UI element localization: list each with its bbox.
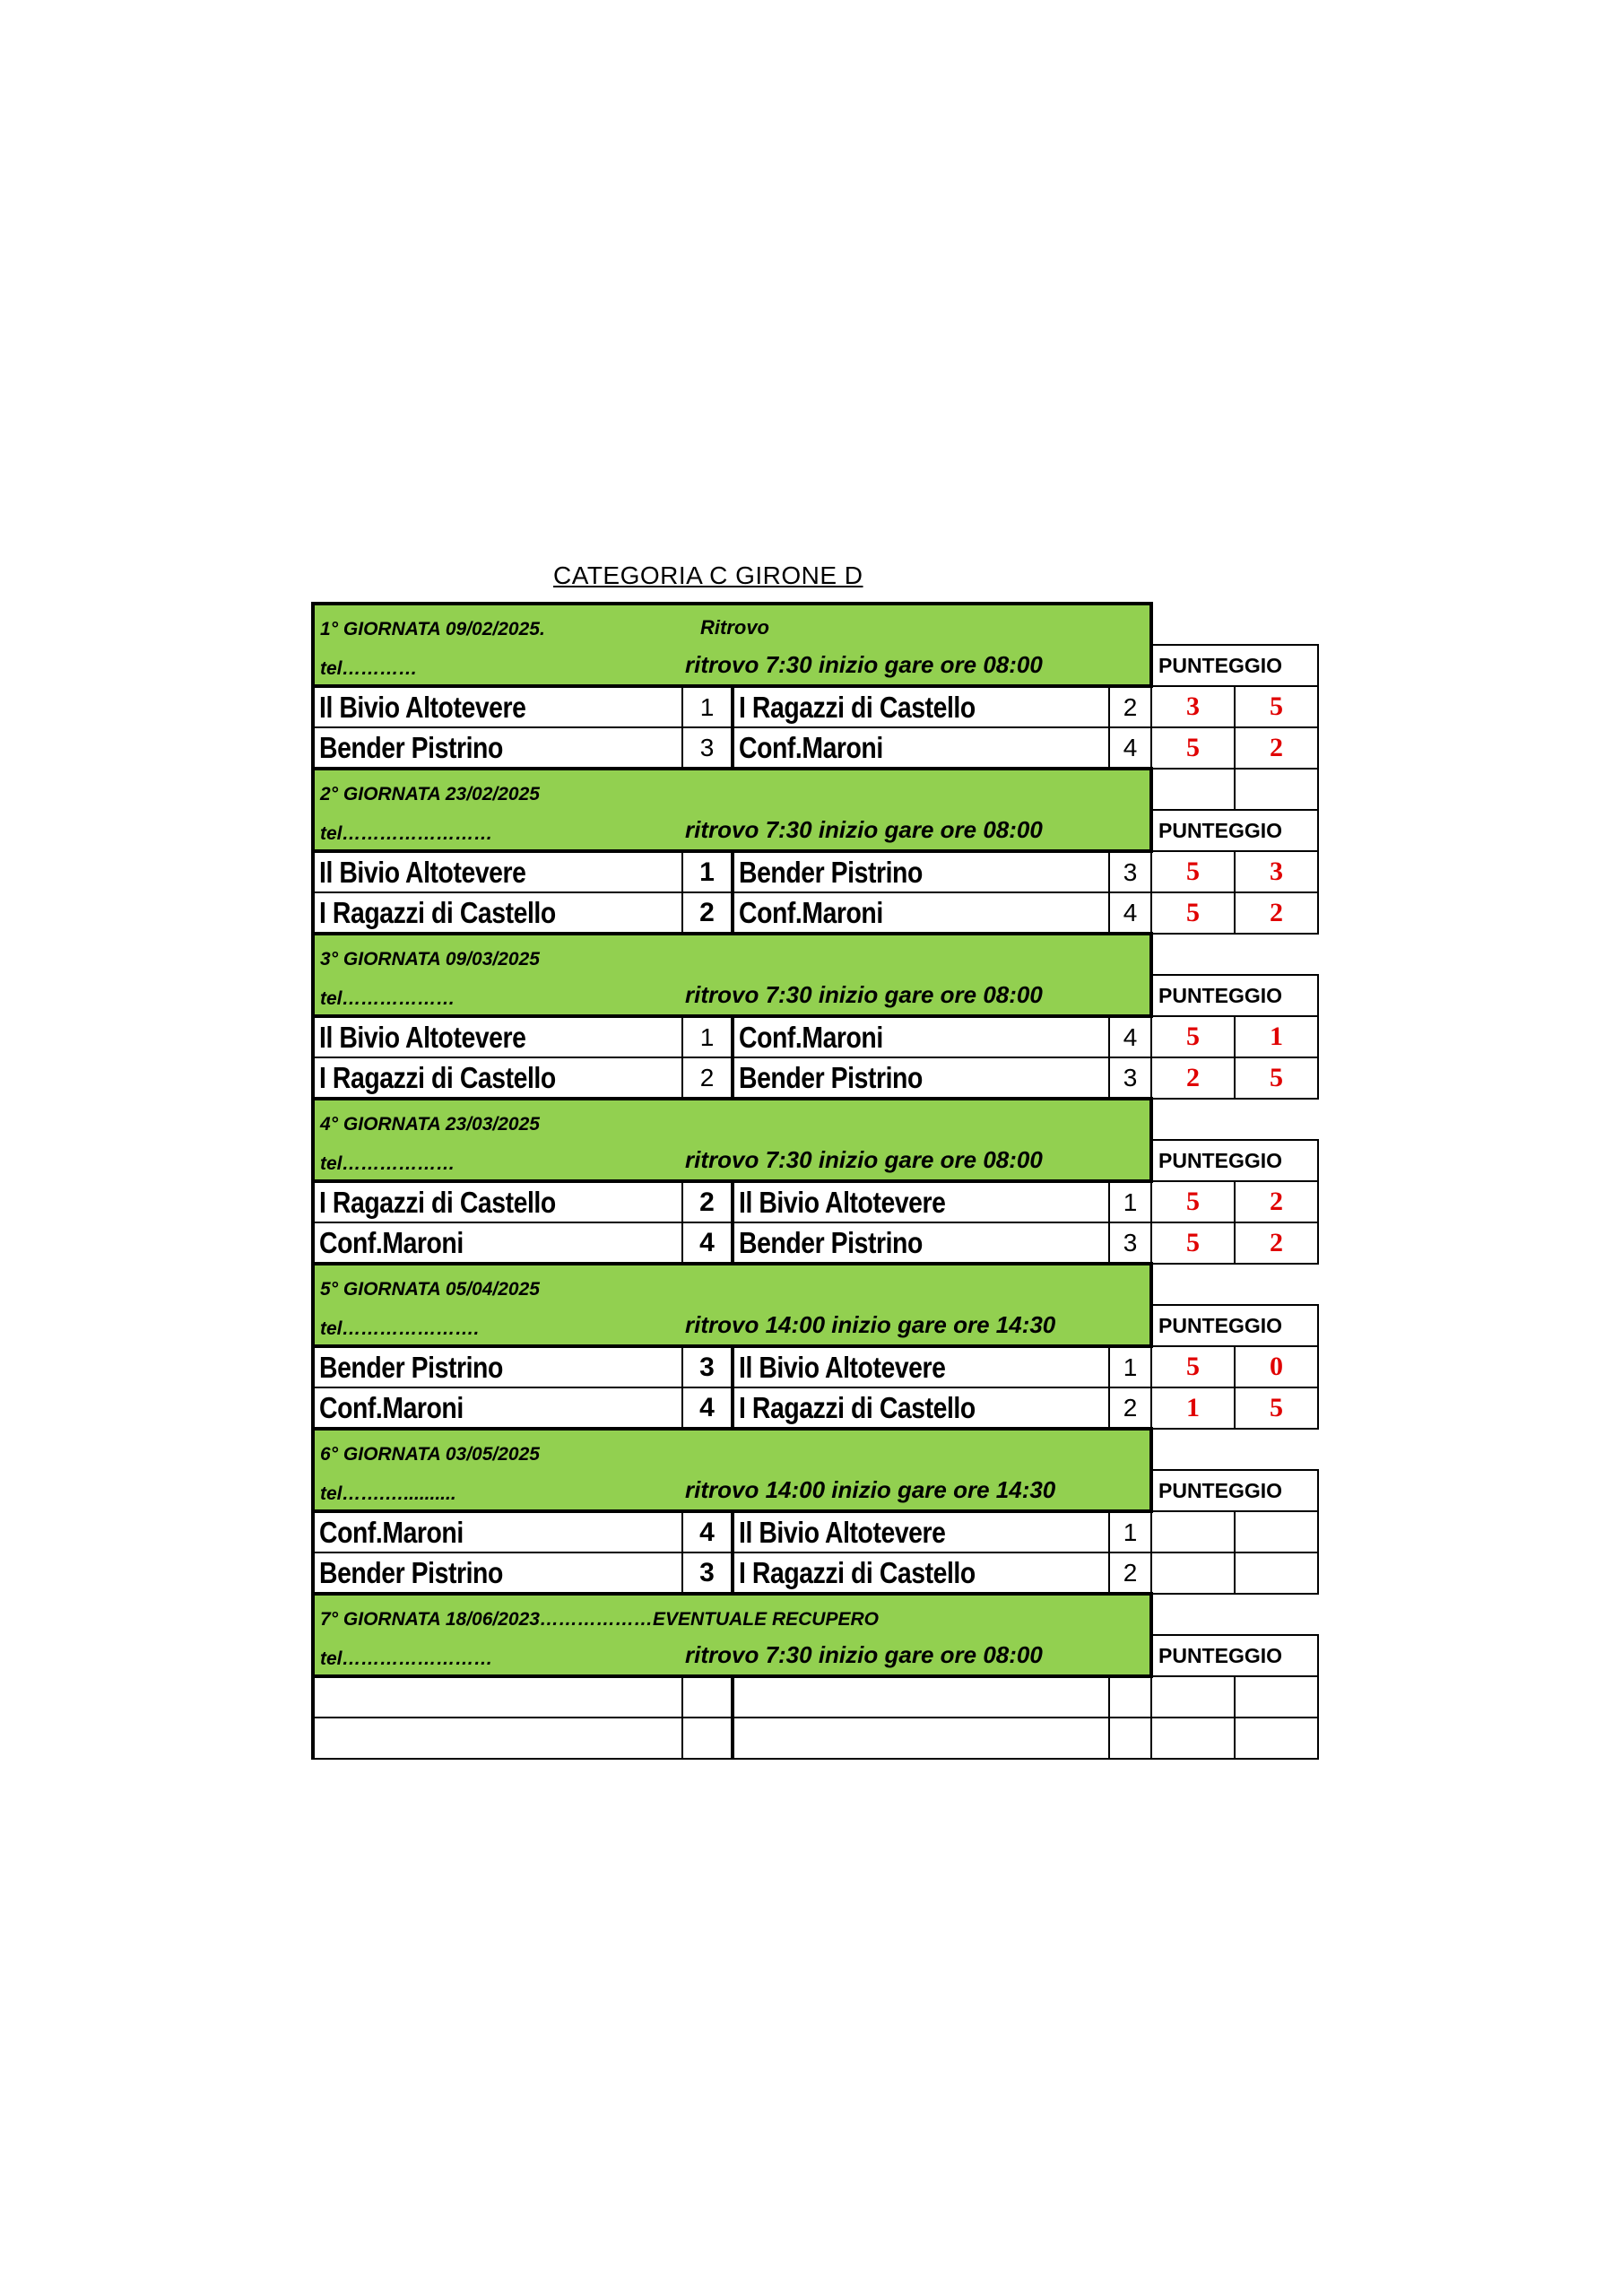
home-number: 3	[682, 1346, 733, 1387]
away-score	[1235, 1676, 1318, 1718]
ritrovo-time: ritrovo 7:30 inizio gare ore 08:00	[685, 816, 1043, 843]
away-number: 3	[1109, 851, 1151, 892]
round-info	[313, 975, 1151, 1016]
home-team: I Ragazzi di Castello	[313, 1057, 682, 1099]
ritrovo-time: ritrovo 7:30 inizio gare ore 08:00	[685, 1641, 1043, 1668]
match-row	[313, 727, 1318, 769]
match-row	[313, 851, 1318, 892]
home-score: 5	[1151, 1346, 1235, 1387]
ritrovo-time: ritrovo 7:30 inizio gare ore 08:00	[685, 981, 1043, 1008]
home-score: 3	[1151, 686, 1235, 727]
home-score: 5	[1151, 892, 1235, 934]
away-number: 2	[1109, 686, 1151, 727]
round-date: 3° GIORNATA 09/03/2025	[320, 949, 540, 970]
away-number: 1	[1109, 1346, 1151, 1387]
home-number: 2	[682, 1057, 733, 1099]
round-info-row	[313, 1635, 1318, 1676]
match-row	[313, 1057, 1318, 1099]
round-info-row	[313, 1140, 1318, 1181]
tel-line: tel………………….	[320, 1318, 480, 1339]
round-header-row	[313, 1264, 1318, 1305]
home-number: 3	[682, 727, 733, 769]
away-score: 1	[1235, 1016, 1318, 1057]
tel-line: tel………………	[320, 988, 455, 1009]
away-score: 2	[1235, 1181, 1318, 1222]
home-score	[1151, 1511, 1235, 1552]
tel-line: tel…………	[320, 658, 418, 679]
round-header-row	[313, 934, 1318, 975]
away-number: 4	[1109, 727, 1151, 769]
match-row	[313, 1387, 1318, 1429]
away-number: 3	[1109, 1222, 1151, 1264]
home-team: Il Bivio Altotevere	[313, 851, 682, 892]
home-score: 5	[1151, 727, 1235, 769]
round-info	[313, 1635, 1151, 1676]
home-score: 5	[1151, 1222, 1235, 1264]
tel-line: tel………………	[320, 1153, 455, 1174]
punteggio-header: PUNTEGGIO	[1151, 1305, 1318, 1346]
round-date: 4° GIORNATA 23/03/2025	[320, 1114, 540, 1135]
round-title	[313, 604, 1151, 645]
away-team: I Ragazzi di Castello	[733, 1552, 1109, 1594]
match-row	[313, 1181, 1318, 1222]
home-number: 1	[682, 686, 733, 727]
home-number: 4	[682, 1222, 733, 1264]
round-date: 2° GIORNATA 23/02/2025	[320, 784, 540, 804]
punteggio-header: PUNTEGGIO	[1151, 810, 1318, 851]
home-number: 3	[682, 1552, 733, 1594]
round-title	[313, 1099, 1151, 1140]
round-info	[313, 810, 1151, 851]
away-team: Conf.Maroni	[733, 1016, 1109, 1057]
home-number: 2	[682, 892, 733, 934]
home-number: 1	[682, 1016, 733, 1057]
away-team: Il Bivio Altotevere	[733, 1511, 1109, 1552]
match-row	[313, 1511, 1318, 1552]
match-row	[313, 1676, 1318, 1718]
punteggio-header: PUNTEGGIO	[1151, 975, 1318, 1016]
home-team: I Ragazzi di Castello	[313, 892, 682, 934]
tel-line: tel……………………	[320, 823, 493, 844]
home-team: Conf.Maroni	[313, 1222, 682, 1264]
home-number: 2	[682, 1181, 733, 1222]
punteggio-header: PUNTEGGIO	[1151, 1635, 1318, 1676]
ritrovo-time: ritrovo 14:00 inizio gare ore 14:30	[685, 1311, 1056, 1338]
match-row	[313, 1718, 1318, 1759]
home-number: 1	[682, 851, 733, 892]
punteggio-header: PUNTEGGIO	[1151, 1140, 1318, 1181]
away-team: Il Bivio Altotevere	[733, 1346, 1109, 1387]
home-score	[1151, 1718, 1235, 1759]
away-score: 5	[1235, 686, 1318, 727]
home-number	[682, 1718, 733, 1759]
home-team: Conf.Maroni	[313, 1387, 682, 1429]
round-info	[313, 645, 1151, 686]
home-team: Bender Pistrino	[313, 1346, 682, 1387]
away-number	[1109, 1676, 1151, 1718]
match-row	[313, 892, 1318, 934]
round-info	[313, 1305, 1151, 1346]
away-score	[1235, 1552, 1318, 1594]
away-score: 0	[1235, 1346, 1318, 1387]
away-number: 2	[1109, 1552, 1151, 1594]
away-score: 2	[1235, 1222, 1318, 1264]
round-title	[313, 1429, 1151, 1470]
round-title	[313, 1594, 1151, 1635]
away-team: I Ragazzi di Castello	[733, 1387, 1109, 1429]
home-score: 5	[1151, 1016, 1235, 1057]
match-row	[313, 1016, 1318, 1057]
match-row	[313, 1222, 1318, 1264]
away-score: 5	[1235, 1387, 1318, 1429]
away-team: Conf.Maroni	[733, 727, 1109, 769]
away-score: 2	[1235, 892, 1318, 934]
away-number: 1	[1109, 1511, 1151, 1552]
away-score: 2	[1235, 727, 1318, 769]
sheet-title: CATEGORIA C GIRONE D	[553, 561, 863, 589]
ritrovo-time: ritrovo 14:00 inizio gare ore 14:30	[685, 1476, 1056, 1503]
round-date: 6° GIORNATA 03/05/2025	[320, 1444, 540, 1465]
round-date: 1° GIORNATA 09/02/2025.	[320, 619, 545, 639]
away-score	[1235, 1511, 1318, 1552]
away-number: 3	[1109, 1057, 1151, 1099]
away-team: Bender Pistrino	[733, 851, 1109, 892]
ritrovo-time: ritrovo 7:30 inizio gare ore 08:00	[685, 1146, 1043, 1173]
away-team	[733, 1676, 1109, 1718]
tel-line: tel…….…..........	[320, 1483, 456, 1504]
score-cell-empty	[1235, 769, 1318, 810]
home-team: Bender Pistrino	[313, 1552, 682, 1594]
away-score: 5	[1235, 1057, 1318, 1099]
home-team	[313, 1718, 682, 1759]
round-header-row	[313, 1594, 1318, 1635]
round-title	[313, 1264, 1151, 1305]
home-number: 4	[682, 1387, 733, 1429]
home-number	[682, 1676, 733, 1718]
round-info-row	[313, 645, 1318, 686]
score-cell-empty	[1151, 769, 1235, 810]
round-date: 5° GIORNATA 05/04/2025	[320, 1279, 540, 1300]
punteggio-header: PUNTEGGIO	[1151, 1470, 1318, 1511]
away-number: 4	[1109, 1016, 1151, 1057]
home-score: 5	[1151, 1181, 1235, 1222]
ritrovo-time: ritrovo 7:30 inizio gare ore 08:00	[685, 651, 1043, 678]
home-team: Conf.Maroni	[313, 1511, 682, 1552]
punteggio-header: PUNTEGGIO	[1151, 645, 1318, 686]
away-team	[733, 1718, 1109, 1759]
away-number	[1109, 1718, 1151, 1759]
round-header-row	[313, 1429, 1318, 1470]
home-team	[313, 1676, 682, 1718]
away-number: 1	[1109, 1181, 1151, 1222]
match-row	[313, 1552, 1318, 1594]
match-row	[313, 686, 1318, 727]
away-number: 4	[1109, 892, 1151, 934]
round-header-row	[313, 1099, 1318, 1140]
away-team: Il Bivio Altotevere	[733, 1181, 1109, 1222]
round-info	[313, 1140, 1151, 1181]
match-row	[313, 1346, 1318, 1387]
round-date: 7° GIORNATA 18/06/2023………………EVENTUALE RECUPERO	[320, 1609, 879, 1630]
tel-line: tel……………………	[320, 1648, 493, 1669]
round-info-row	[313, 1470, 1318, 1511]
home-team: Bender Pistrino	[313, 727, 682, 769]
home-team: Il Bivio Altotevere	[313, 686, 682, 727]
home-score	[1151, 1676, 1235, 1718]
away-team: Bender Pistrino	[733, 1057, 1109, 1099]
home-score: 5	[1151, 851, 1235, 892]
home-team: Il Bivio Altotevere	[313, 1016, 682, 1057]
away-score	[1235, 1718, 1318, 1759]
home-team: I Ragazzi di Castello	[313, 1181, 682, 1222]
away-team: Bender Pistrino	[733, 1222, 1109, 1264]
schedule-table	[311, 602, 1319, 1760]
round-info	[313, 1470, 1151, 1511]
away-number: 2	[1109, 1387, 1151, 1429]
ritrovo-label: Ritrovo	[700, 616, 769, 639]
home-score	[1151, 1552, 1235, 1594]
away-score: 3	[1235, 851, 1318, 892]
home-score: 2	[1151, 1057, 1235, 1099]
round-title	[313, 934, 1151, 975]
round-title	[313, 769, 1151, 810]
round-info-row	[313, 1305, 1318, 1346]
round-header-row	[313, 604, 1318, 645]
round-info-row	[313, 810, 1318, 851]
home-score: 1	[1151, 1387, 1235, 1429]
home-number: 4	[682, 1511, 733, 1552]
round-header-row	[313, 769, 1318, 810]
away-team: I Ragazzi di Castello	[733, 686, 1109, 727]
away-team: Conf.Maroni	[733, 892, 1109, 934]
round-info-row	[313, 975, 1318, 1016]
